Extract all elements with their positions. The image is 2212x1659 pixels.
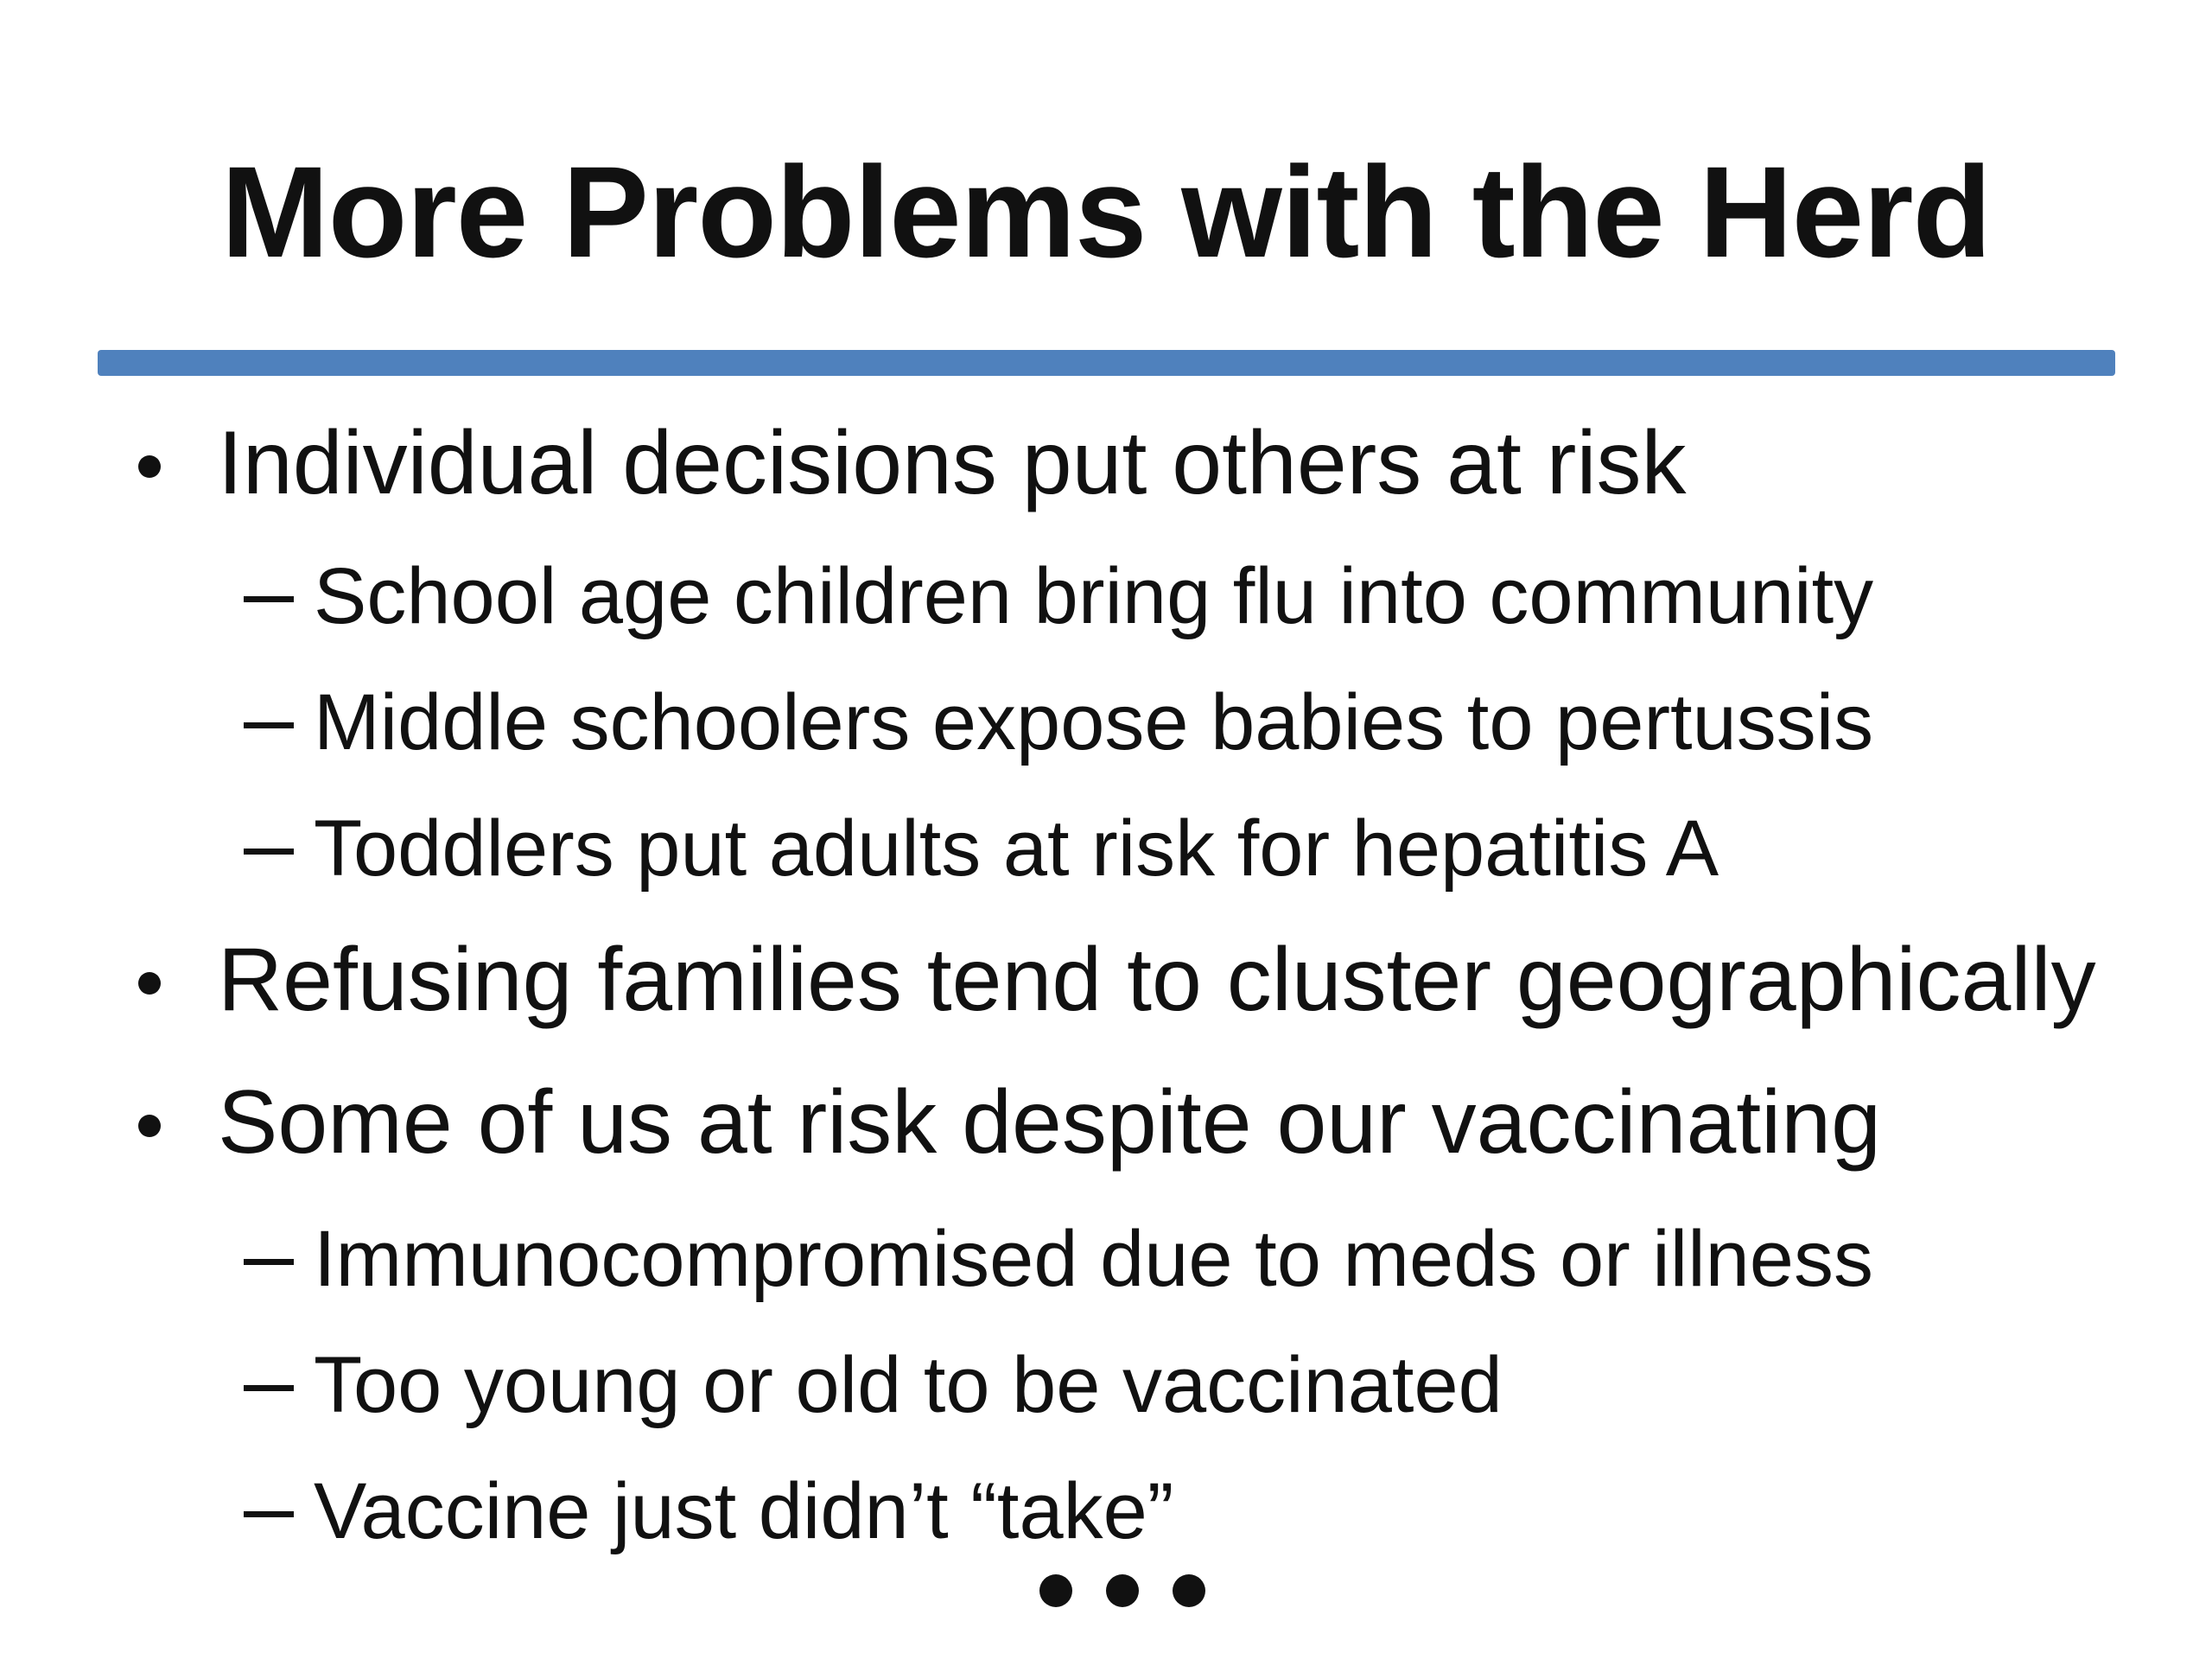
dash-icon [244,1259,294,1265]
sub-bullet-text: Vaccine just didn’t “take” [314,1467,1174,1555]
sub-bullet-text: Immunocompromised due to meds or illness [314,1215,1873,1303]
bullet-dot-icon [138,455,161,478]
bullet-dot-icon [138,972,161,995]
slide-title: More Problems with the Herd [220,139,1992,284]
bullet-text: Individual decisions put others at risk [218,413,1687,513]
sub-bullet-text: Too young or old to be vaccinated [314,1341,1503,1429]
title-divider [98,350,2115,376]
bullet-text: Some of us at risk despite our vaccinating [218,1072,1881,1173]
sub-bullet-text: Middle schoolers expose babies to pertussis [314,678,1874,766]
sub-bullet-text: Toddlers put adults at risk for hepatitis A [314,804,1719,893]
dash-icon [244,1511,294,1517]
ellipsis-icon [1039,1574,1212,1609]
dash-icon [244,596,294,602]
dash-icon [244,849,294,855]
dash-icon [244,1385,294,1391]
bullet-text: Refusing families tend to cluster geographically [218,930,2096,1030]
sub-bullet-text: School age children bring flu into community [314,552,1874,640]
bullet-dot-icon [138,1115,161,1137]
dash-icon [244,722,294,728]
